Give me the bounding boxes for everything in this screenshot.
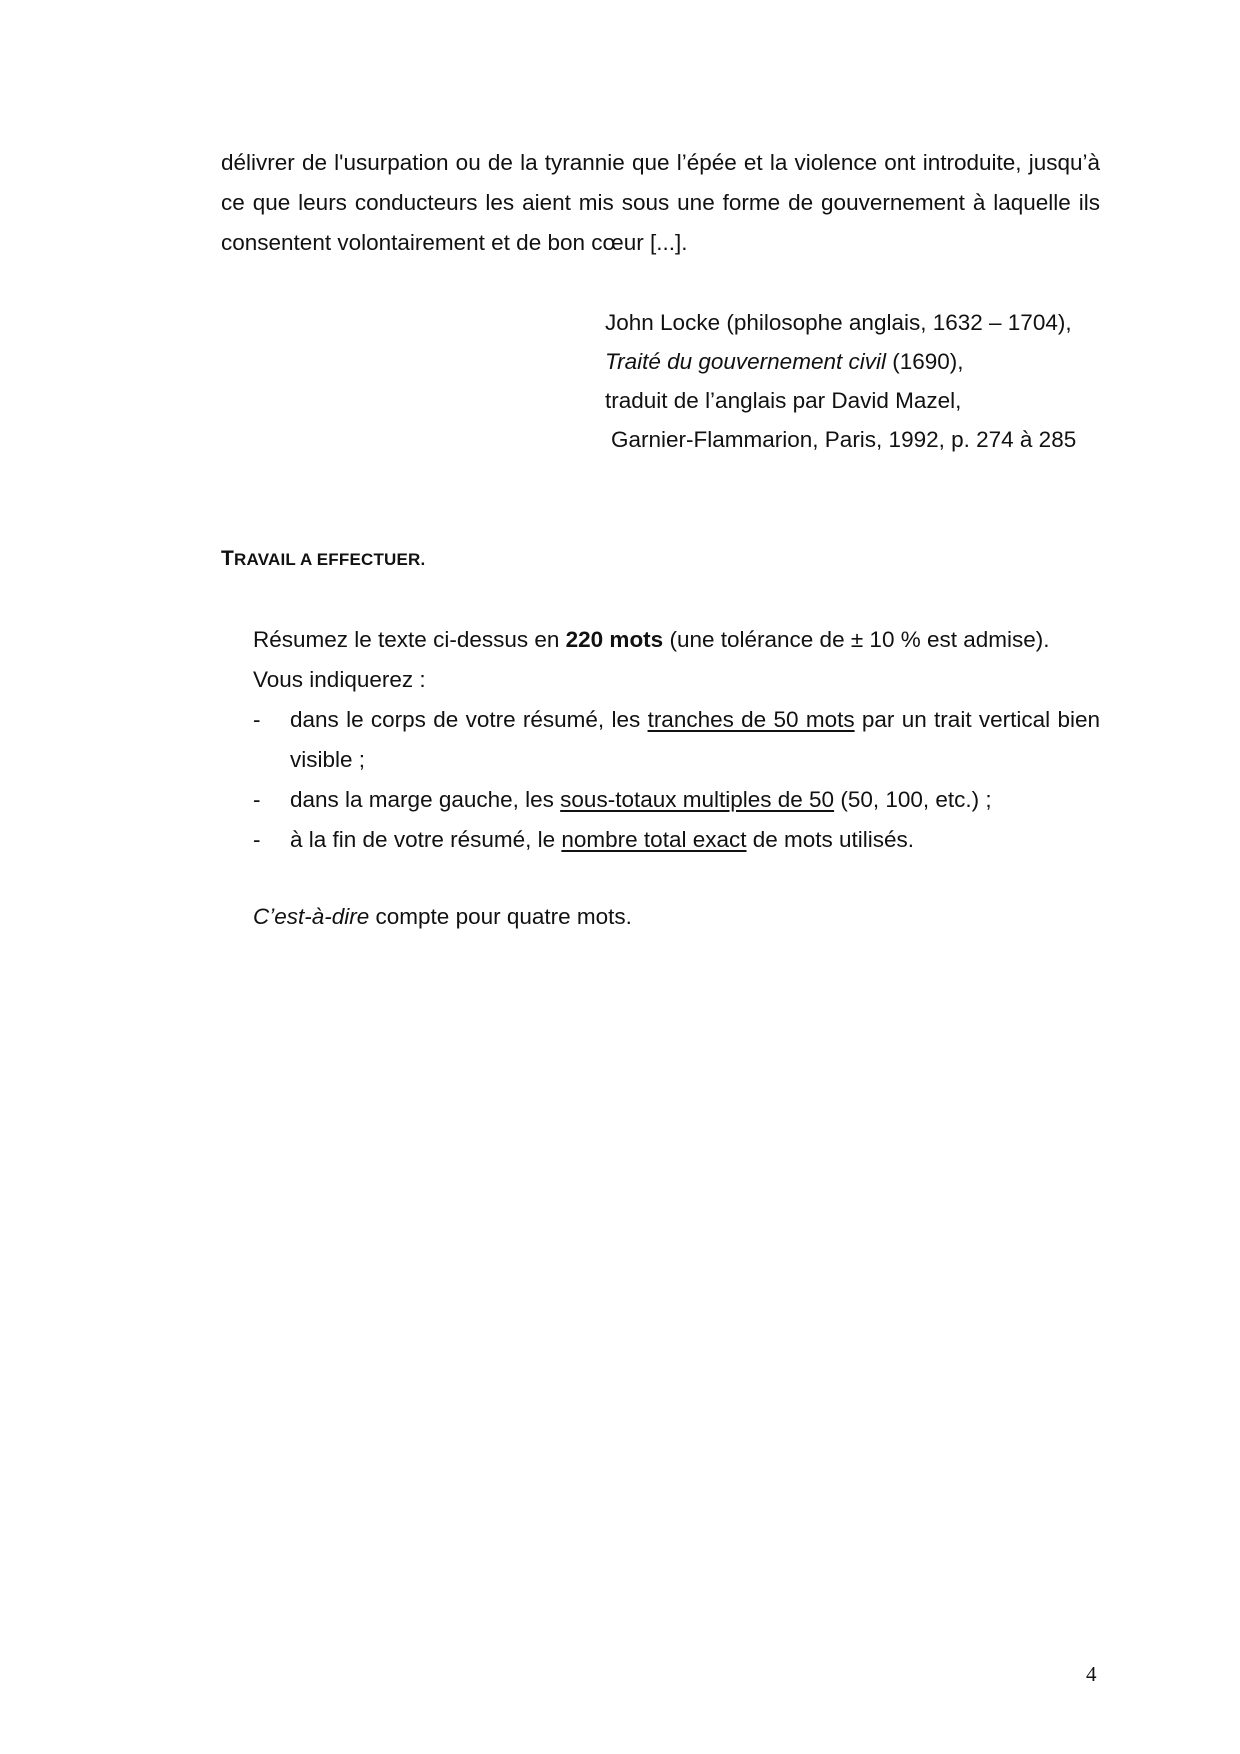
section-title	[221, 547, 425, 572]
citation-translation: traduit de l’anglais par David Mazel,	[605, 388, 962, 413]
list-dash: -	[253, 707, 261, 732]
section-title-cap: T	[221, 547, 235, 570]
list-item-prefix: dans le corps de votre résumé, les	[290, 707, 648, 732]
list-item-prefix: à la fin de votre résumé, le	[290, 827, 562, 852]
instruction-word-count: 220 mots	[565, 627, 664, 652]
list-dash: -	[253, 827, 261, 852]
list-item-underlined: tranches de 50 mots	[647, 707, 855, 732]
list-item	[253, 820, 1100, 860]
paragraph-continuation: délivrer de l'usurpation ou de la tyrannie que l’épée et la violence ont introduite, jusqu’à ce que leurs conducteurs les aient mis sous une forme de gouvernement à laquelle ils consentent volontairement et de bon cœur [...].	[221, 150, 1100, 255]
list-item-suffix: (50, 100, etc.) ;	[834, 787, 992, 812]
section-title-rest: RAVAIL A EFFECTUER.	[234, 550, 426, 569]
list-item-suffix: par un trait vertical bien visible ;	[290, 707, 1100, 772]
list-dash: -	[253, 787, 261, 812]
list-item-prefix: dans la marge gauche, les	[290, 787, 561, 812]
citation-publisher: Garnier-Flammarion, Paris, 1992, p. 274 à 285	[611, 427, 1077, 452]
instruction-line-1	[253, 620, 1100, 660]
note-rest: compte pour quatre mots.	[369, 904, 632, 929]
instruction-line-1-suffix: (une tolérance de ± 10 % est admise).	[663, 627, 1050, 652]
instruction-line-1-prefix: Résumez le texte ci-dessus en	[253, 627, 566, 652]
citation-author: John Locke (philosophe anglais, 1632 – 1704),	[605, 310, 1072, 335]
citation-work	[605, 342, 1125, 381]
list-item	[253, 780, 1100, 820]
note-line	[253, 897, 632, 937]
page-number: 4	[1086, 1662, 1097, 1686]
list-item-underlined: nombre total exact	[561, 827, 747, 852]
citation-work-title: Traité du gouvernement civil	[605, 349, 886, 374]
instruction-list	[253, 700, 1100, 860]
note-italic: C’est-à-dire	[253, 904, 370, 929]
citation-work-year: (1690),	[885, 349, 964, 374]
citation-block	[605, 303, 1125, 459]
list-item	[253, 700, 1100, 780]
instructions-block	[253, 620, 1100, 860]
list-item-suffix: de mots utilisés.	[746, 827, 915, 852]
list-item-underlined: sous-totaux multiples de 50	[560, 787, 835, 812]
instruction-line-2: Vous indiquerez :	[253, 667, 426, 692]
